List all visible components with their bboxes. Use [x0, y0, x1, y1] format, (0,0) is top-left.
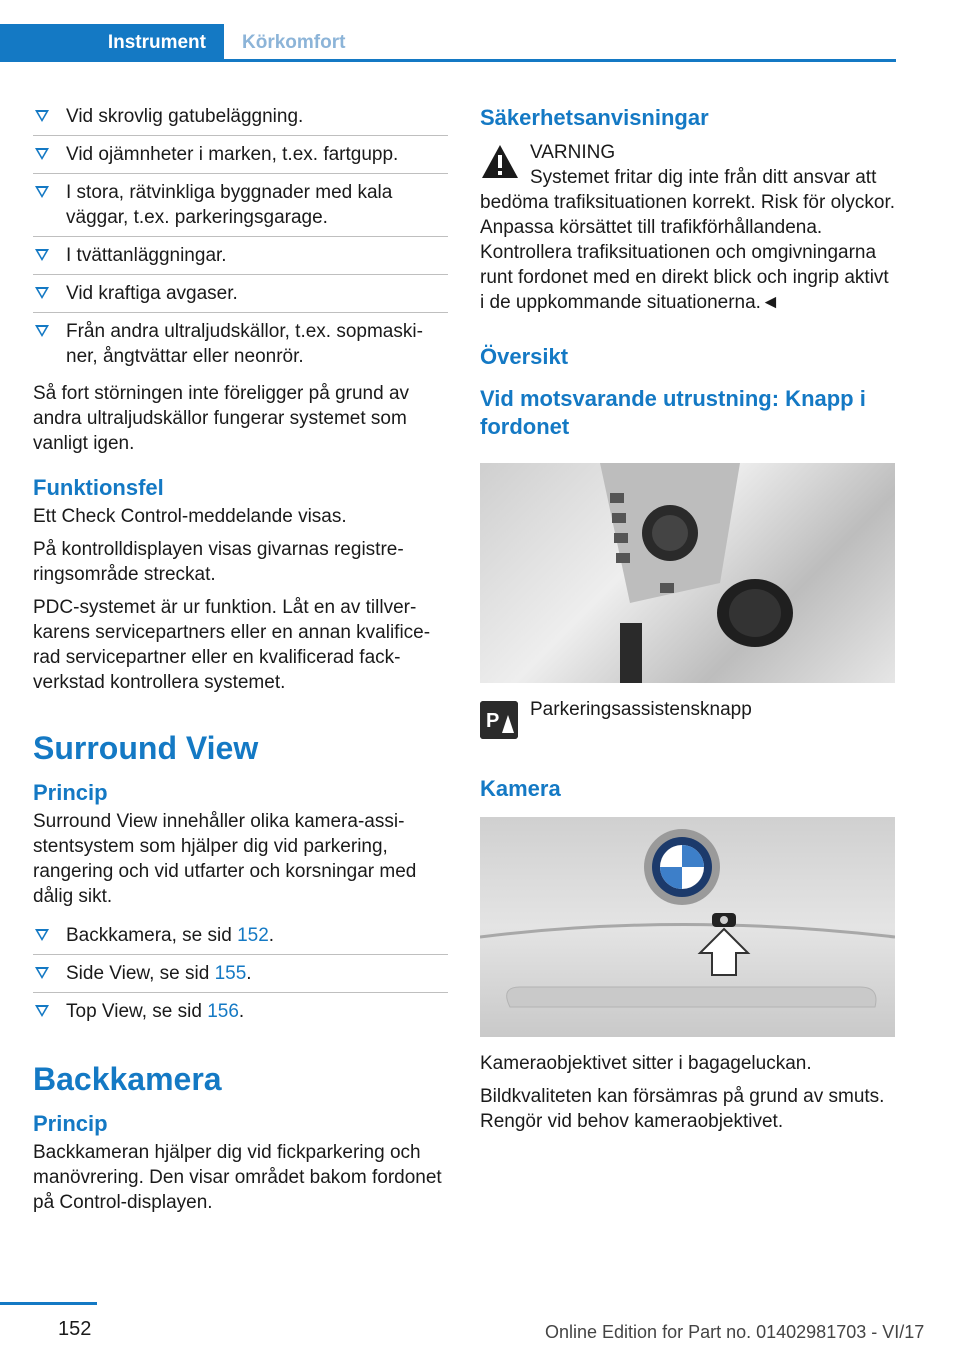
list-item: Vid skrovlig gatubeläggning.	[33, 98, 448, 136]
trunk-camera-illustration	[480, 817, 895, 1037]
warning-block	[480, 140, 895, 165]
parking-button-caption	[480, 697, 895, 737]
svg-text:P: P	[486, 710, 500, 732]
paragraph: Bildkvaliteten kan försämras på grund av smuts. Rengör vid behov kameraobjektivet.	[480, 1086, 885, 1132]
heading-oversikt: Översikt	[480, 344, 569, 369]
camera-photo	[480, 817, 895, 1037]
list-item: Side View, se sid 155.	[33, 955, 448, 993]
heading-sakerhetsanvisningar: Säkerhetsanvisningar	[480, 105, 709, 130]
heading-vid-motsvarande: Vid motsvarande utrustning: Knapp i fordonet	[480, 386, 866, 439]
heading-backkamera: Backkamera	[33, 1061, 222, 1097]
page-link[interactable]: 152	[237, 925, 269, 946]
tab-korkomfort[interactable]: Körkomfort	[224, 24, 896, 62]
triangle-bullet-icon	[35, 148, 49, 160]
header-tabs	[0, 0, 960, 62]
warning-text: Systemet fritar dig inte från ditt ansvar att bedöma trafiksituationen korrekt. Risk för olyckor. Anpassa körsättet till trafikförhållandena. Kontrollera trafiksituationen och omgivningarna runt fordonet med en direkt blick och ingrip aktivt i de uppkommande situationerna.◄	[480, 167, 896, 313]
triangle-bullet-icon	[35, 287, 49, 299]
edition-text: Online Edition for Part no. 01402981703 - VI/17	[545, 1322, 925, 1342]
list-item: Top View, se sid 156.	[33, 993, 448, 1030]
paragraph: På kontrolldisplayen visas givarnas registreringsområde streckat.	[33, 539, 404, 585]
triangle-bullet-icon	[35, 110, 49, 122]
warning-triangle-icon	[480, 142, 520, 182]
triangle-bullet-icon	[35, 929, 49, 941]
parking-button-label: Parkeringsassistensknapp	[530, 699, 752, 720]
paragraph: Kameraobjektivet sitter i bagageluckan.	[480, 1053, 812, 1074]
paragraph: Så fort störningen inte föreligger på grund av andra ultraljudskällor fungerar systemet som vanligt igen.	[33, 383, 410, 454]
page-link[interactable]: 156	[207, 1001, 239, 1022]
reference-list	[33, 917, 448, 1030]
list-item: Backkamera, se sid 152.	[33, 917, 448, 955]
console-illustration	[480, 463, 895, 683]
list-item: Från andra ultraljudskällor, t.ex. sopmaskiner, ångtvättar eller neonrör.	[33, 313, 448, 375]
footer-rule	[0, 1302, 97, 1305]
paragraph: Ett Check Control-meddelande visas.	[33, 506, 347, 527]
console-photo	[480, 463, 895, 683]
list-item: Vid kraftiga avgaser.	[33, 275, 448, 313]
page-number: 152	[58, 1318, 92, 1340]
warning-title: VARNING	[530, 142, 616, 163]
paragraph: Surround View innehåller olika kamera-assistentsystem som hjälper dig vid parkering, rangering och vid utfarter och korsningar med dålig sikt.	[33, 811, 417, 907]
heading-princip: Princip	[33, 1111, 108, 1136]
paragraph: PDC-systemet är ur funktion. Låt en av tillverkarens servicepartners eller en annan kvalificerad servicepartner eller en kvalificerad fackverkstad kontrollera systemet.	[33, 597, 431, 693]
heading-surround-view: Surround View	[33, 730, 259, 766]
list-item: Vid ojämnheter i marken, t.ex. fartgupp.	[33, 136, 448, 174]
left-column	[33, 98, 448, 1223]
interference-list	[33, 98, 448, 375]
triangle-bullet-icon	[35, 249, 49, 261]
parking-assist-icon	[480, 701, 518, 739]
triangle-bullet-icon	[35, 1005, 49, 1017]
heading-princip: Princip	[33, 780, 108, 805]
paragraph: Backkameran hjälper dig vid fickparkering och manövrering. Den visar området bakom fordonet på Control-displayen.	[33, 1142, 442, 1213]
tab-instrument[interactable]: Instrument	[0, 24, 224, 62]
triangle-bullet-icon	[35, 325, 49, 337]
triangle-bullet-icon	[35, 186, 49, 198]
heading-funktionsfel: Funktionsfel	[33, 475, 164, 500]
triangle-bullet-icon	[35, 967, 49, 979]
right-column	[480, 98, 895, 1142]
page-link[interactable]: 155	[214, 963, 247, 984]
list-item: I stora, rätvinkliga byggnader med kala väggar, t.ex. parkeringsgarage.	[33, 174, 448, 237]
heading-kamera: Kamera	[480, 776, 561, 801]
list-item: I tvättanläggningar.	[33, 237, 448, 275]
